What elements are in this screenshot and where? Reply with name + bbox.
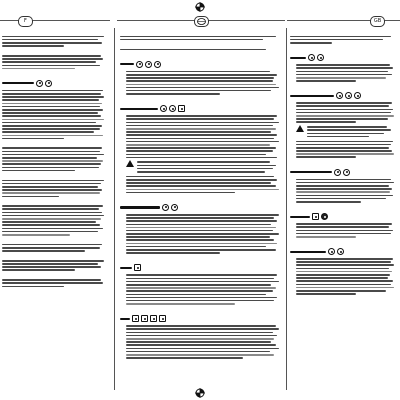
text-line [2,212,102,214]
text-line [126,290,273,292]
text-line [296,153,394,155]
paragraph-gap [290,160,396,165]
text-line [2,131,94,133]
text-line [2,147,102,149]
text-line [2,151,100,153]
paragraph [2,205,106,235]
text-line [126,325,276,327]
left-page-text [2,34,106,289]
section-heading [290,91,396,100]
paragraph [290,141,396,159]
text-line [296,144,391,146]
text-line [2,109,103,111]
text-line [126,246,266,248]
control-symbol-icon [337,248,344,255]
heading-text [2,82,34,84]
text-line [290,39,383,41]
text-line [2,247,100,249]
text-line [2,279,101,281]
text-line [126,351,270,353]
control-symbol-icon [159,315,166,322]
paragraph-gap [290,204,396,209]
section-heading [290,247,396,256]
text-line [296,287,394,289]
control-symbol-icon [334,169,341,176]
text-line [126,287,276,289]
text-line [126,252,220,254]
language-badge-left: F [18,16,33,27]
paragraph-gap [120,306,282,311]
text-line [126,115,277,117]
text-line [296,236,356,238]
text-line [296,261,391,263]
warning-icon [296,125,304,132]
text-line [2,167,99,169]
control-symbol-icon [162,204,169,211]
text-line [2,106,100,108]
paragraph [2,147,106,171]
text-line [296,67,393,69]
paragraph [120,71,282,95]
text-line [296,80,356,82]
paragraph [2,180,106,198]
text-line [2,112,98,114]
text-line [296,102,392,104]
paragraph-gap [120,96,282,101]
text-line [2,55,101,57]
control-symbol-icon [345,92,352,99]
paragraph-gap [2,173,106,178]
paragraph-gap [120,195,282,200]
control-symbol-icon [132,315,139,322]
control-symbol-icon [145,61,152,68]
text-line [296,198,386,200]
heading-text [290,57,306,59]
text-line [296,191,390,193]
text-line [307,129,391,131]
text-line [126,332,273,334]
text-line [2,93,101,95]
text-line [296,233,391,235]
paragraph [2,36,106,47]
paragraph [120,49,282,51]
text-line [296,293,356,295]
paragraph [290,36,396,44]
control-symbol-icon [328,248,335,255]
text-line [120,36,276,38]
text-line [2,39,98,41]
text-line [126,274,277,276]
text-line [296,121,356,123]
text-line [296,230,393,232]
text-line [2,119,104,121]
text-line [296,284,391,286]
text-line [126,214,279,216]
heading-text [120,108,158,110]
text-line [126,217,274,219]
paragraph [2,279,106,287]
text-line [2,215,104,217]
section-heading [290,212,396,221]
section-heading [2,79,106,88]
paragraph [120,325,282,358]
text-line [2,263,98,265]
text-line [126,138,274,140]
text-line [126,128,276,130]
text-line [296,109,393,111]
text-line [126,80,273,82]
control-symbol-icon [171,204,178,211]
text-line [2,186,98,188]
section-heading [120,314,282,323]
text-line [126,357,243,359]
text-line [2,266,101,268]
text-line [2,205,103,207]
text-line [2,180,104,182]
text-line [2,196,59,198]
text-line [2,96,104,98]
paragraph-gap [290,239,396,244]
paragraph-gap [2,273,106,278]
text-line [126,141,279,143]
text-line [2,115,101,117]
warning-icon [126,160,134,167]
text-line [126,147,276,149]
text-line [126,284,271,286]
text-line [126,328,279,330]
section-heading [120,104,282,113]
text-line [2,192,100,194]
paragraph [2,90,106,139]
text-line [2,160,103,162]
middle-page-text [120,34,282,360]
page-divider-1 [114,28,115,390]
left-page-header-rule [0,20,110,29]
text-line [2,128,100,130]
paragraph [290,258,396,295]
right-page-text [290,34,396,296]
control-symbol-icon [169,105,176,112]
text-line [2,125,102,127]
paragraph-gap [2,71,106,76]
text-line [2,157,97,159]
text-line [126,84,276,86]
text-line [126,179,277,181]
text-line [2,224,100,226]
text-line [307,136,369,138]
text-line [2,61,96,63]
text-line [2,42,102,44]
text-line [126,297,277,299]
paragraph-gap [290,83,396,88]
text-line [296,290,386,292]
text-line [126,134,277,136]
registration-mark-bottom [195,388,205,398]
text-line [290,42,332,44]
text-line [2,36,104,38]
text-line [137,165,276,167]
paragraph [2,244,106,252]
text-line [126,144,270,146]
control-symbol-icon [343,169,350,176]
section-heading [120,263,282,272]
paragraph-gap [2,199,106,204]
control-symbol-icon [160,105,167,112]
text-line [296,223,392,225]
control-symbol-icon [178,105,185,112]
control-symbol-icon [336,92,343,99]
control-symbol-icon [354,92,361,99]
section-heading [290,53,396,62]
text-line [296,188,392,190]
paragraph-gap [2,253,106,258]
text-line [126,249,276,251]
text-line [296,105,389,107]
text-line [126,303,235,305]
paragraph-gap [120,42,282,47]
text-line [296,195,393,197]
text-line [296,141,393,143]
text-line [126,131,271,133]
heading-text [290,251,326,253]
text-line [296,156,356,158]
paragraph [290,179,396,203]
text-line [296,74,392,76]
text-line [120,49,266,51]
text-line [296,264,394,266]
text-line [126,233,279,235]
text-line [137,168,273,170]
text-line [126,294,266,296]
paragraph-gap [120,52,282,57]
paragraph [120,214,282,254]
text-line [126,90,271,92]
paragraph-gap [2,48,106,53]
control-symbol-icon [141,315,148,322]
text-line [126,341,271,343]
heading-text [120,63,134,65]
text-line [296,201,361,203]
paragraph-gap [2,141,106,146]
text-line [296,179,391,181]
text-line [296,277,388,279]
text-line [2,135,103,137]
text-line [2,103,102,105]
heading-text [120,206,160,208]
text-line [2,228,103,230]
text-line [126,300,274,302]
text-line [2,68,75,70]
heading-text [290,95,334,97]
section-heading [290,168,396,177]
text-line [126,348,279,350]
text-line [2,138,64,140]
text-line [2,154,104,156]
text-line [2,58,103,60]
text-line [296,64,390,66]
control-symbol-icon [308,54,315,61]
control-symbol-icon [321,213,328,220]
text-line [126,344,276,346]
text-line [2,99,99,101]
language-badge-middle [194,16,209,27]
text-line [126,125,273,127]
text-line [126,154,266,156]
text-line [126,176,274,178]
text-line [126,189,279,191]
control-symbol-icon [134,264,141,271]
text-line [126,236,270,238]
text-line [296,77,386,79]
heading-text [290,216,310,218]
heading-text [120,267,132,269]
paragraph-gap [120,255,282,260]
registration-mark-top [195,2,205,12]
section-heading [120,203,282,212]
text-line [126,185,276,187]
text-line [296,268,389,270]
paragraph [120,36,282,41]
text-line [2,231,98,233]
paragraph-gap [2,237,106,242]
text-line [2,269,75,271]
text-line [296,182,394,184]
text-line [126,150,273,152]
control-symbol-icon [136,61,143,68]
globe-icon [197,18,206,25]
text-line [126,93,220,95]
text-line [296,112,391,114]
text-line [296,118,388,120]
control-symbol-icon [150,315,157,322]
text-line [126,354,274,356]
text-line [307,126,387,128]
text-line [126,239,274,241]
text-line [307,133,384,135]
control-symbol-icon [154,61,161,68]
heading-text [120,318,130,320]
text-line [2,260,104,262]
text-line [126,182,271,184]
text-line [126,118,274,120]
text-line [137,161,270,163]
text-line [2,218,101,220]
text-line [126,157,277,159]
text-line [296,258,393,260]
text-line [2,286,64,288]
text-line [2,244,102,246]
paragraph [120,115,282,158]
text-line [126,122,279,124]
control-symbol-icon [312,213,319,220]
text-line [2,250,85,252]
text-line [2,122,96,124]
text-line [2,208,99,210]
language-badge-right: GB [370,16,385,27]
text-line [137,171,265,173]
text-line [296,71,388,73]
text-line [126,224,271,226]
text-line [2,90,103,92]
text-line [296,147,389,149]
text-line [296,226,389,228]
text-line [126,77,274,79]
section-heading [120,60,282,69]
text-line [296,185,389,187]
paragraph [290,102,396,123]
page-divider-2 [286,28,287,390]
text-line [296,271,392,273]
text-line [2,234,70,236]
text-line [296,274,390,276]
text-line [2,163,101,165]
heading-text [290,171,332,173]
paragraph [2,55,106,69]
paragraph [290,223,396,237]
paragraph [120,176,282,194]
control-symbol-icon [317,54,324,61]
text-line [2,183,101,185]
text-line [2,189,102,191]
text-line [296,150,392,152]
text-line [2,170,75,172]
text-line [126,278,274,280]
text-line [126,220,277,222]
text-line [126,87,279,89]
paragraph [290,64,396,82]
paragraph-gap [290,45,396,50]
text-line [296,115,394,117]
text-line [126,281,279,283]
warning-note [290,125,396,139]
text-line [2,45,64,47]
text-line [2,65,100,67]
text-line [126,243,277,245]
text-line [2,282,103,284]
control-symbol-icon [45,80,52,87]
text-line [2,221,96,223]
text-line [126,335,277,337]
text-line [126,74,277,76]
warning-note [120,160,282,174]
paragraph [2,260,106,271]
text-line [290,36,391,38]
text-line [296,280,393,282]
paragraph [120,274,282,304]
text-line [120,39,263,41]
text-line [126,71,270,73]
text-line [126,227,276,229]
text-line [126,338,274,340]
text-line [126,192,235,194]
text-line [126,230,273,232]
control-symbol-icon [36,80,43,87]
